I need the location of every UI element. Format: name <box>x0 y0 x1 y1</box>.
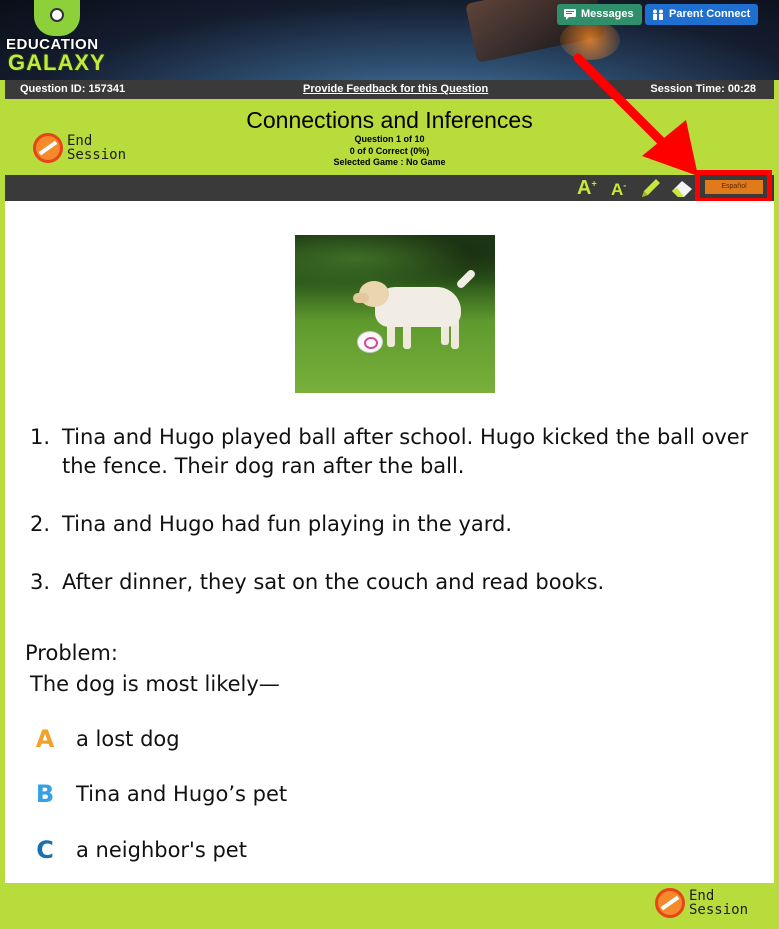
dog-with-ball-image <box>295 235 495 393</box>
decrease-font-letter: A <box>611 180 624 199</box>
decrease-font-icon[interactable]: A- <box>611 180 627 199</box>
session-time: Session Time: 00:28 <box>650 83 756 95</box>
question-progress: Question 1 of 10 <box>354 134 425 144</box>
end-session-label <box>689 889 748 917</box>
alien-mascot-icon <box>34 0 80 36</box>
answer-text: a lost dog <box>76 727 180 751</box>
list-item <box>30 568 750 597</box>
photo-background <box>295 235 495 295</box>
item-text: Tina and Hugo had fun playing in the yard. <box>62 512 513 536</box>
espanol-button[interactable]: Español <box>705 180 763 194</box>
soccer-ball <box>357 331 383 353</box>
messages-label: Messages <box>581 8 634 20</box>
problem-text: The dog is most likely— <box>30 672 280 696</box>
problem-label: Problem: <box>25 641 118 665</box>
increase-font-letter: A <box>577 177 592 199</box>
question-content <box>5 201 774 883</box>
item-number: 2. <box>30 512 51 536</box>
letter-c-icon: C <box>36 836 54 864</box>
end-label-line1: End <box>67 133 93 149</box>
end-session-button-bottom[interactable] <box>655 888 748 918</box>
correct-count: 0 of 0 Correct (0%) <box>349 146 430 156</box>
selected-game: Selected Game : No Game <box>333 157 446 167</box>
education-galaxy-logo[interactable] <box>6 0 106 76</box>
letter-a-icon: A <box>35 725 55 753</box>
item-number: 1. <box>30 425 51 449</box>
dog-snout <box>353 293 369 303</box>
message-icon <box>564 9 576 20</box>
answer-choice-b[interactable] <box>30 780 287 808</box>
page-title: Connections and Inferences <box>246 107 533 133</box>
increase-font-icon[interactable]: A+ <box>577 177 597 199</box>
end-label-line2: Session <box>67 147 127 163</box>
messages-button[interactable] <box>557 4 642 25</box>
list-item <box>30 423 750 481</box>
logo-text-line2: GALAXY <box>8 50 106 75</box>
feedback-link[interactable]: Provide Feedback for this Question <box>303 83 489 95</box>
logo-text-line1: EDUCATION <box>6 36 99 53</box>
passage <box>30 423 750 626</box>
question-id: Question ID: 157341 <box>20 83 126 95</box>
end-label-line1: End <box>689 888 715 904</box>
answer-choice-c[interactable] <box>30 836 247 864</box>
answer-text: Tina and Hugo’s pet <box>76 782 288 806</box>
answer-text: a neighbor's pet <box>76 838 247 862</box>
parent-connect-button[interactable] <box>645 4 758 25</box>
item-number: 3. <box>30 570 51 594</box>
item-text: After dinner, they sat on the couch and read books. <box>62 570 605 594</box>
red-arrow-annotation <box>570 52 710 182</box>
bottom-bar <box>5 883 774 924</box>
letter-b-icon: B <box>35 780 55 808</box>
answer-choice-a[interactable] <box>30 725 180 753</box>
family-icon <box>652 9 664 20</box>
parent-connect-label: Parent Connect <box>669 8 751 20</box>
end-label-line2: Session <box>689 902 749 918</box>
item-text: Tina and Hugo played ball after school. Hugo kicked the ball over the fence. Their dog ran after the ball. <box>62 425 749 478</box>
stop-icon <box>655 888 685 918</box>
list-item <box>30 510 750 539</box>
